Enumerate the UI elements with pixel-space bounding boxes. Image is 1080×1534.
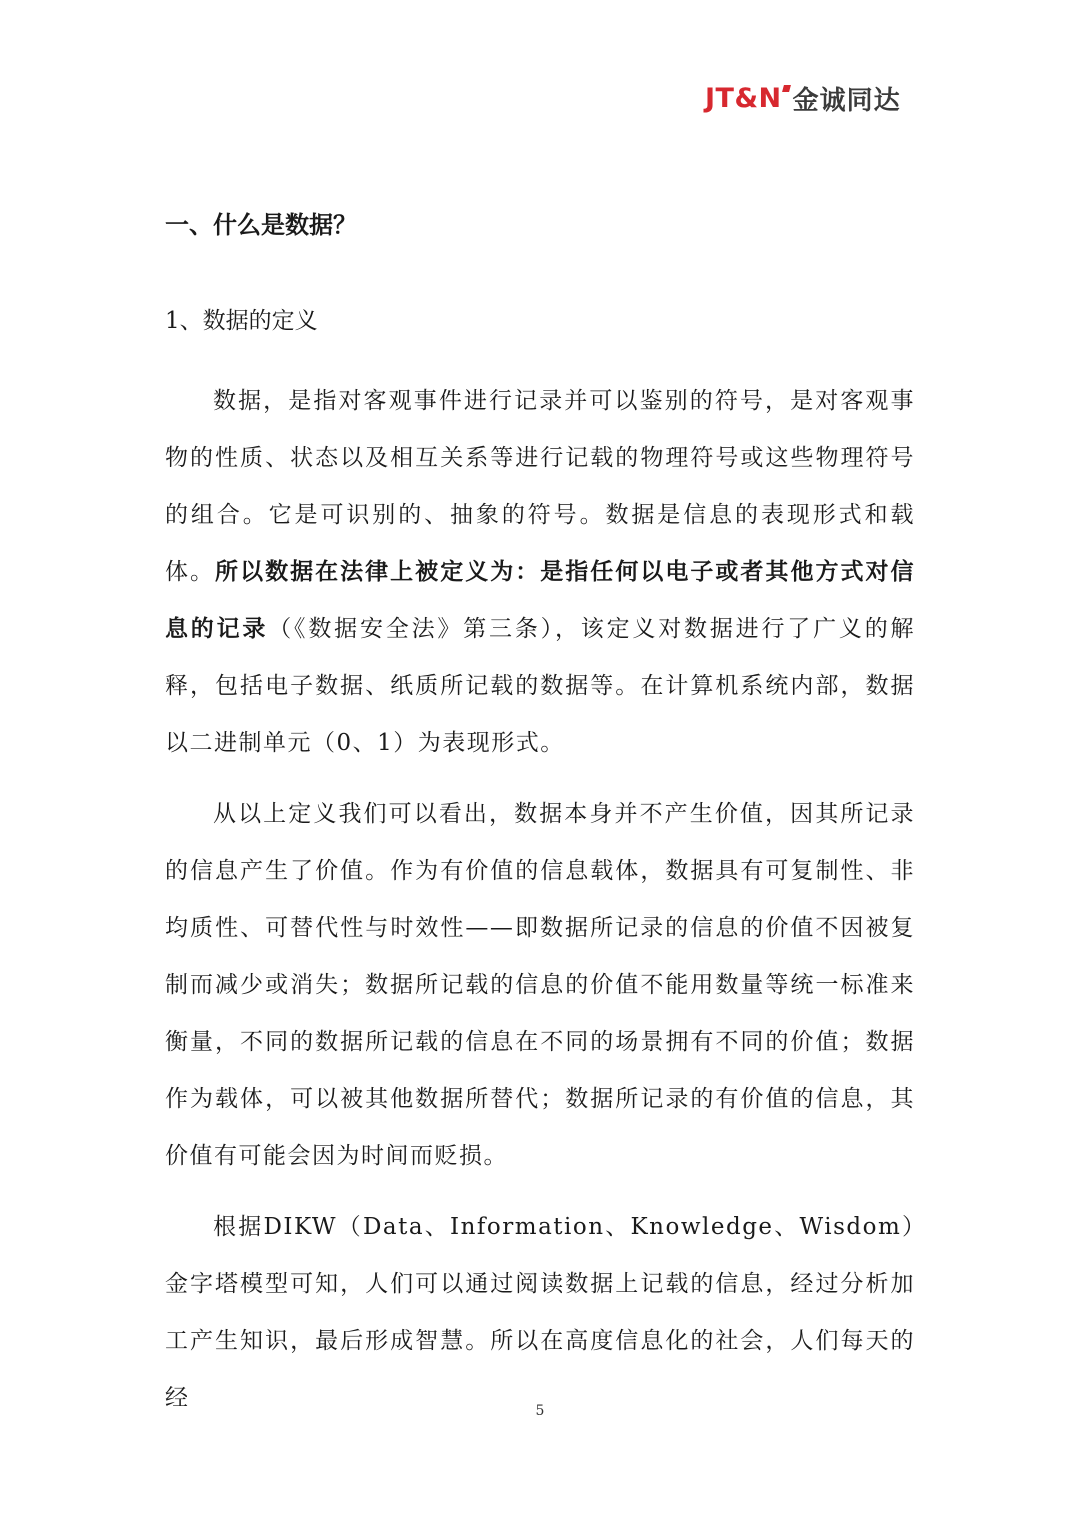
logo-zh-text: 金诚同达 <box>792 85 901 116</box>
logo-en-text: JT&N <box>705 82 782 114</box>
paragraph-value: 从以上定义我们可以看出，数据本身并不产生价值，因其所记录的信息产生了价值。作为有价值的信息载体，数据具有可复制性、非均质性、可替代性与时效性——即数据所记录的信息的价值不因被复制而减少或消失；数据所记载的信息的价值不能用数量等统一标准来衡量，不同的数据所记载的信息在不同的场景拥有不同的价值；数据作为载体，可以被其他数据所替代；数据所记录的有价值的信息，其价值有可能会因为时间而贬损。 <box>165 801 915 1169</box>
paragraph-definition <box>165 373 915 772</box>
page-number: 5 <box>535 1403 545 1419</box>
bold-legal-definition: 所以数据在法律上被定义为：是指任何以电子或者其他方式对信息的记录 <box>165 559 916 642</box>
section-title: 一、什么是数据？ <box>165 211 357 239</box>
paragraph-dikw: 根据DIKW（Data、Information、Knowledge、Wisdom）金字塔模型可知，人们可以通过阅读数据上记载的信息，经过分析加工产生知识，最后形成智慧。所以在高度信息化的社会，人们每天的经 <box>165 1214 915 1411</box>
paragraph-text: 数据，是指对客观事件进行记录并可以鉴别的符号，是对客观事物的性质、状态以及相互关系等进行记载的物理符号或这些物理符号的组合。它是可识别的、抽象的符号。数据是信息的表现形式和载体。 <box>165 388 915 585</box>
paragraph-text: （《数据安全法》第三条），该定义对数据进行了广义的解释，包括电子数据、纸质所记载的数据等。在计算机系统内部，数据以二进制单元（0、1）为表现形式。 <box>165 616 916 756</box>
document-body <box>165 205 915 1427</box>
company-logo <box>705 78 901 118</box>
section-subtitle: 1、数据的定义 <box>165 308 318 334</box>
logo-mark-icon <box>782 85 791 92</box>
